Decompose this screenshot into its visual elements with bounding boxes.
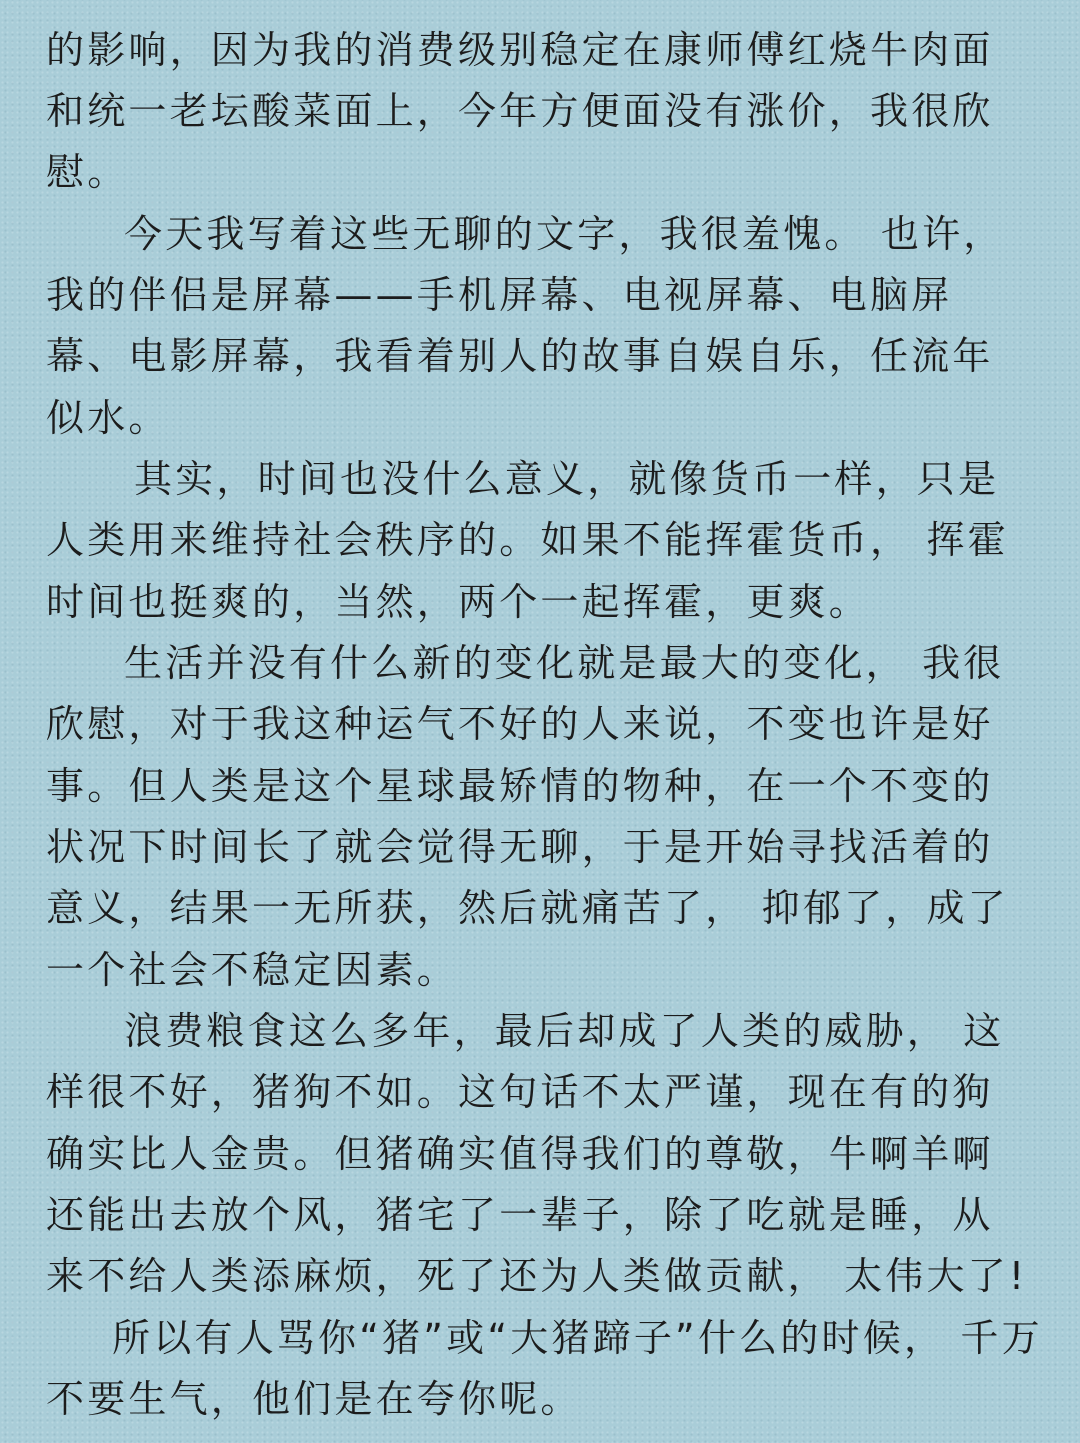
text-line: 状况下时间长了就会觉得无聊，于是开始寻找活着的 [46,825,994,869]
text-line: 意义，结果一无所获，然后就痛苦了， 抑郁了，成了 [46,886,1009,930]
text-line: 来不给人类添麻烦，死了还为人类做贡献， 太伟大了! [46,1254,1028,1298]
text-line: 浪费粮食这么多年，最后却成了人类的威胁， 这 [124,1009,1005,1053]
text-line: 还能出去放个风，猪宅了一辈子，除了吃就是睡，从 [46,1193,994,1237]
text-line: 的影响，因为我的消费级别稳定在康师傅红烧牛肉面 [46,28,994,72]
text-line: 样很不好，猪狗不如。这句话不太严谨，现在有的狗 [46,1070,994,1114]
text-line: 事。但人类是这个星球最矫情的物种，在一个不变的 [46,764,994,808]
text-line: 和统一老坛酸菜面上，今年方便面没有涨价，我很欣 [46,89,994,133]
text-line: 我的伴侣是屏幕——手机屏幕、电视屏幕、电脑屏 [46,273,953,317]
text-line: 欣慰，对于我这种运气不好的人来说，不变也许是好 [46,702,994,746]
text-line: 所以有人骂你“猪”或“大猪蹄子”什么的时候， 千万 [112,1316,1043,1360]
text-line: 不要生气，他们是在夸你呢。 [46,1377,582,1421]
text-line: 生活并没有什么新的变化就是最大的变化， 我很 [124,641,1005,685]
text-line: 其实，时间也没什么意义，就像货币一样，只是 [134,457,1000,501]
text-line: 慰。 [46,150,129,194]
text-line: 幕、电影屏幕，我看着别人的故事自娱自乐，任流年 [46,334,994,378]
text-line: 时间也挺爽的，当然，两个一起挥霍，更爽。 [46,580,871,624]
text-line: 今天我写着这些无聊的文字，我很羞愧。 也许， [124,212,1005,256]
text-line: 确实比人金贵。但猪确实值得我们的尊敬，牛啊羊啊 [46,1132,994,1176]
text-line: 一个社会不稳定因素。 [46,948,459,992]
text-line: 人类用来维持社会秩序的。如果不能挥霍货币， 挥霍 [46,518,1009,562]
text-line: 似水。 [46,396,170,440]
